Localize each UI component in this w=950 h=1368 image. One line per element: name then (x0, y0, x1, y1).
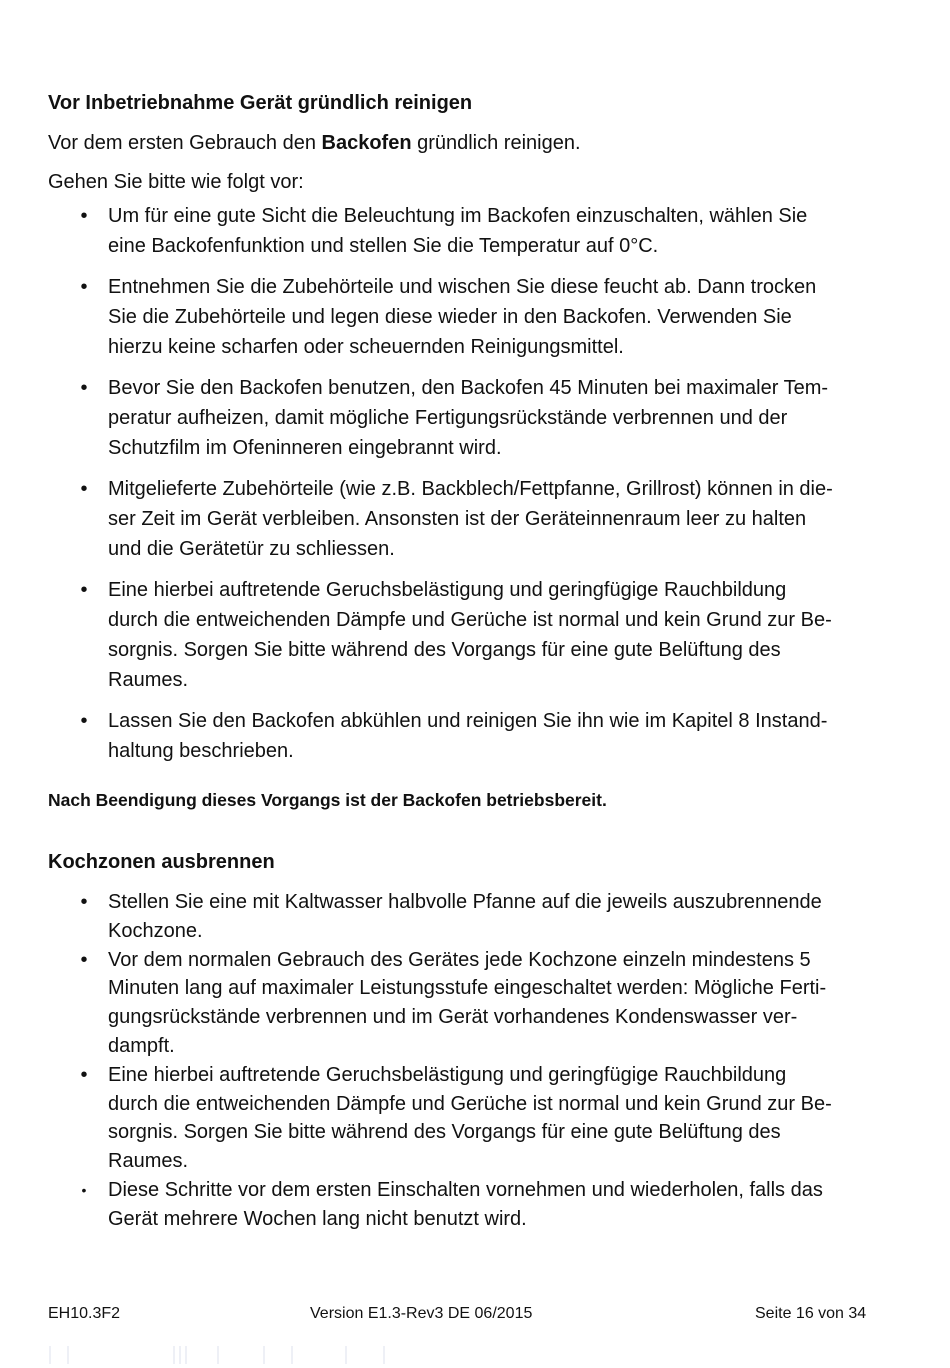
list-item (0, 373, 890, 463)
list-item-line: sorgnis. Sorgen Sie bitte während des Vorgangs für eine gute Belüftung des (108, 639, 781, 661)
bullet-icon: • (80, 205, 88, 227)
list-item-line: hierzu keine scharfen oder scheuernden Reinigungsmittel. (108, 336, 624, 358)
bullet-icon: • (80, 478, 88, 500)
list-item-line: Um für eine gute Sicht die Beleuchtung im Backofen einzuschalten, wählen Sie (108, 205, 808, 227)
list-item-line: Minuten lang auf maximaler Leistungsstufe eingeschaltet werden: Mögliche Ferti- (108, 977, 827, 1000)
list-item-line: haltung beschrieben. (108, 740, 294, 762)
section-heading-burn-in: Kochzonen ausbrennen (48, 851, 275, 873)
bullet-icon: • (80, 276, 88, 298)
list-item-line: Kochzone. (108, 919, 203, 942)
intro-paragraph (48, 131, 581, 155)
list-item-line: dampft. (108, 1034, 175, 1057)
section-heading-cleaning: Vor Inbetriebnahme Gerät gründlich reinigen (48, 92, 473, 114)
list-item-line: Sie die Zubehörteile und legen diese wieder in den Backofen. Verwenden Sie (108, 306, 792, 328)
list-item-line: ser Zeit im Gerät verbleiben. Ansonsten ist der Geräteinnenraum leer zu halten (108, 508, 807, 530)
list-item (0, 888, 890, 946)
list-item-line: Schutzfilm im Ofeninneren eingebrannt wird. (108, 437, 502, 459)
list-item-line: Bevor Sie den Backofen benutzen, den Backofen 45 Minuten bei maximaler Tem- (108, 377, 829, 399)
list-item-line: Stellen Sie eine mit Kaltwasser halbvolle Pfanne auf die jeweils auszubrennende (108, 891, 822, 913)
list-item-line: Mitgelieferte Zubehörteile (wie z.B. Backblech/Fettpfanne, Grillrost) können in die- (108, 478, 833, 500)
bullet-icon: • (80, 710, 88, 732)
list-item-line: Entnehmen Sie die Zubehörteile und wischen Sie diese feucht ab. Dann trocken (108, 276, 817, 298)
footer-model: EH10.3F2 (48, 1305, 121, 1322)
footer-page-number: Seite 16 von 34 (755, 1305, 867, 1322)
list-item-line: Lassen Sie den Backofen abkühlen und reinigen Sie ihn wie im Kapitel 8 Instand- (108, 710, 828, 732)
list-item (0, 474, 890, 564)
scan-artifact (48, 1344, 448, 1366)
list-item (0, 706, 890, 766)
footer-version: Version E1.3-Rev3 DE 06/2015 (310, 1305, 533, 1322)
steps-intro: Gehen Sie bitte wie folgt vor: (48, 171, 304, 193)
list-item-line: eine Backofenfunktion und stellen Sie die Temperatur auf 0°C. (108, 235, 659, 257)
list-item-line: durch die entweichenden Dämpfe und Gerüche ist normal und kein Grund zur Be- (108, 609, 832, 631)
list-item (0, 575, 890, 695)
list-item-line: sorgnis. Sorgen Sie bitte während des Vorgangs für eine gute Belüftung des (108, 1121, 781, 1144)
list-item-line: Raumes. (108, 669, 189, 691)
bullet-icon: • (80, 1063, 88, 1086)
bullet-icon: • (80, 948, 88, 971)
intro-text-bold: Backofen (321, 132, 412, 154)
list-item (0, 946, 890, 1061)
list-item-line: Diese Schritte vor dem ersten Einschalten vornehmen und wiederholen, falls das (108, 1178, 823, 1201)
bullet-icon: • (80, 579, 88, 601)
list-item-line: Eine hierbei auftretende Geruchsbelästigung und geringfügige Rauchbildung (108, 579, 787, 601)
list-item (0, 1176, 890, 1234)
list-item-line: Vor dem normalen Gebrauch des Gerätes jede Kochzone einzeln mindestens 5 (108, 948, 811, 971)
list-item-line: und die Gerätetür zu schliessen. (108, 538, 395, 560)
completion-note: Nach Beendigung dieses Vorgangs ist der Backofen betriebsbereit. (48, 790, 607, 810)
burn-in-steps-list (0, 888, 950, 1234)
bullet-icon: • (80, 891, 88, 913)
list-item-line: peratur aufheizen, damit mögliche Fertigungsrückstände verbrennen und der (108, 407, 788, 429)
list-item-line: Gerät mehrere Wochen lang nicht benutzt wird. (108, 1207, 527, 1230)
list-item-line: Raumes. (108, 1150, 189, 1173)
intro-text-post: gründlich reinigen. (411, 132, 581, 154)
list-item-line: gungsrückstände verbrennen und im Gerät vorhandenes Kondenswasser ver- (108, 1006, 798, 1029)
bullet-icon: • (81, 1181, 87, 1198)
intro-text-pre: Vor dem ersten Gebrauch den (48, 132, 322, 154)
list-item-line: durch die entweichenden Dämpfe und Gerüche ist normal und kein Grund zur Be- (108, 1092, 832, 1115)
bullet-icon: • (80, 377, 88, 399)
list-item-line: Eine hierbei auftretende Geruchsbelästigung und geringfügige Rauchbildung (108, 1063, 787, 1086)
list-item (0, 272, 890, 362)
cleaning-steps-list (0, 201, 950, 777)
list-item (0, 201, 890, 261)
list-item (0, 1061, 890, 1176)
